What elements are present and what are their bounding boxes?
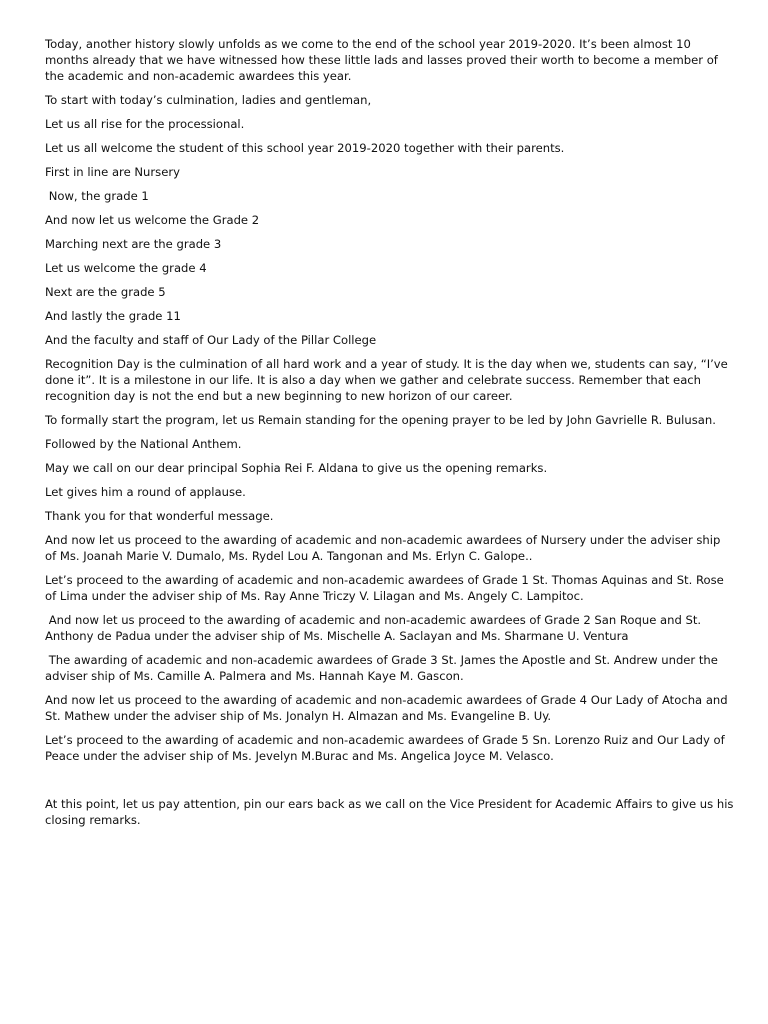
- paragraph-award-grade-1: Let’s proceed to the awarding of academic and non-academic awardees of Grade 1 St. Thomas Aquinas and St. Rose of Lima under the adviser ship of Ms. Ray Anne Triczy V. Lilagan and Ms. Angely C. Lampitoc.: [45, 573, 728, 603]
- paragraph-welcome-students: Let us all welcome the student of this school year 2019-2020 together with their parents.: [45, 141, 565, 155]
- paragraph-award-grade-5: Let’s proceed to the awarding of academic and non-academic awardees of Grade 5 Sn. Lorenzo Ruiz and Our Lady of Peace under the adviser ship of Ms. Jevelyn M.Burac and Ms. Angelica Joyce M. Velasco.: [45, 733, 729, 763]
- paragraph-applause: Let gives him a round of applause.: [45, 485, 246, 499]
- paragraph-grade-2: And now let us welcome the Grade 2: [45, 213, 260, 227]
- paragraph-processional: Let us all rise for the processional.: [45, 117, 245, 131]
- paragraph-faculty: And the faculty and staff of Our Lady of the Pillar College: [45, 333, 377, 347]
- paragraph-grade-3: Marching next are the grade 3: [45, 237, 222, 251]
- paragraph-principal: May we call on our dear principal Sophia Rei F. Aldana to give us the opening remarks.: [45, 461, 548, 475]
- paragraph-grade-5: Next are the grade 5: [45, 285, 166, 299]
- paragraph-recognition-day: Recognition Day is the culmination of all hard work and a year of study. It is the day when we, students can say, “I’ve done it”. It is a milestone in our life. It is also a day when we gather and celebrate success. Remember that each recognition day is not the end but a new beginning to new horizon of our career.: [45, 357, 732, 403]
- paragraph-national-anthem: Followed by the National Anthem.: [45, 437, 242, 451]
- paragraph-closing-remarks: At this point, let us pay attention, pin our ears back as we call on the Vice President for Academic Affairs to give us his closing remarks.: [45, 797, 738, 827]
- paragraph-grade-4: Let us welcome the grade 4: [45, 261, 207, 275]
- paragraph-award-grade-2: And now let us proceed to the awarding of academic and non-academic awardees of Grade 2 San Roque and St. Anthony de Padua under the adviser ship of Ms. Mischelle A. Saclayan and Ms. Sharmane U. Ventura: [45, 613, 705, 643]
- paragraph-nursery: First in line are Nursery: [45, 165, 180, 179]
- paragraph-award-nursery: And now let us proceed to the awarding of academic and non-academic awardees of Nursery under the adviser ship of Ms. Joanah Marie V. Dumalo, Ms. Rydel Lou A. Tangonan and Ms. Erlyn C. Galope..: [45, 533, 725, 563]
- paragraph-opening-prayer: To formally start the program, let us Remain standing for the opening prayer to be led by John Gavrielle R. Bulusan.: [45, 413, 716, 427]
- document-page: [45, 36, 738, 836]
- paragraph-start: To start with today’s culmination, ladies and gentleman,: [45, 93, 372, 107]
- paragraph-award-grade-3: The awarding of academic and non-academic awardees of Grade 3 St. James the Apostle and St. Andrew under the adviser ship of Ms. Camille A. Palmera and Ms. Hannah Kaye M. Gascon.: [45, 653, 722, 683]
- paragraph-grade-1: Now, the grade 1: [45, 189, 149, 203]
- paragraph-grade-11: And lastly the grade 11: [45, 309, 181, 323]
- paragraph-thank-you: Thank you for that wonderful message.: [45, 509, 274, 523]
- paragraph-award-grade-4: And now let us proceed to the awarding of academic and non-academic awardees of Grade 4 Our Lady of Atocha and St. Mathew under the adviser ship of Ms. Jonalyn H. Almazan and Ms. Evangeline B. Uy.: [45, 693, 732, 723]
- paragraph-intro: Today, another history slowly unfolds as we come to the end of the school year 2019-2020. It’s been almost 10 months already that we have witnessed how these little lads and lasses proved their worth to become a member of the academic and non-academic awardees this year.: [45, 37, 722, 83]
